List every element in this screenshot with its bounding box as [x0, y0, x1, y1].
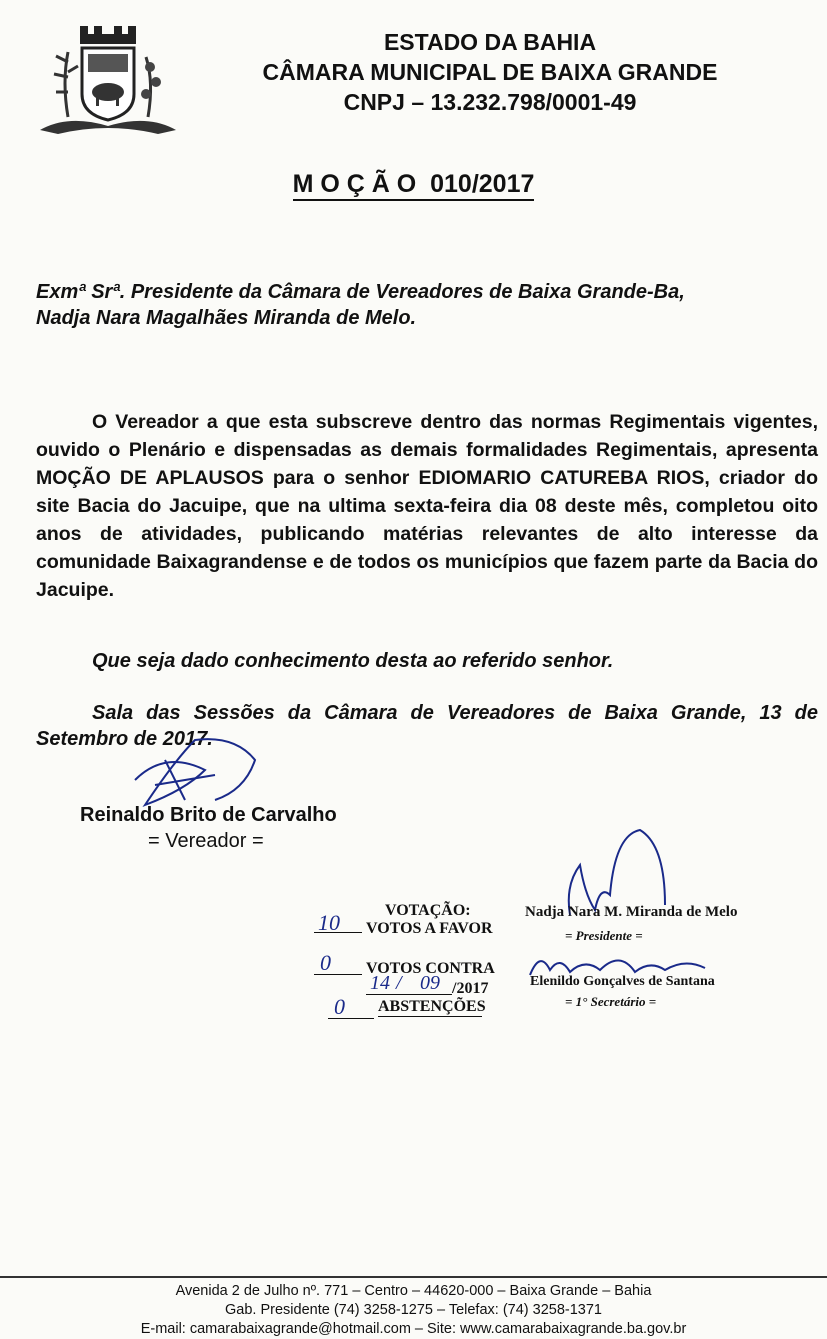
vote-date-day: 14 — [370, 972, 390, 994]
secretary-name: Elenildo Gonçalves de Santana — [530, 974, 715, 989]
footer-contact: E-mail: camarabaixagrande@hotmail.com – Site: www.camarabaixagrande.ba.gov.br — [140, 1321, 687, 1337]
vote-date-year: /2017 — [452, 980, 489, 997]
votes-contra-label: VOTOS CONTRA — [366, 960, 495, 977]
header-cnpj: CNPJ – 13.232.798/0001-49 — [343, 89, 637, 115]
document-title-text: M O Ç Ã O 010/2017 — [293, 170, 535, 201]
signer-name: Reinaldo Brito de Carvalho — [80, 804, 337, 826]
document-title — [0, 170, 827, 199]
votes-title: VOTAÇÃO: — [385, 902, 471, 919]
secretary-role: = 1° Secretário = — [565, 994, 657, 1009]
municipal-crest-icon — [38, 22, 178, 137]
address-line-1: Exmª Srª. Presidente da Câmara de Vereadores de Baixa Grande-Ba, — [36, 281, 685, 303]
header-chamber: CÂMARA MUNICIPAL DE BAIXA GRANDE — [262, 59, 718, 85]
signature-vereador-icon — [125, 730, 265, 815]
footer-phones: Gab. Presidente (74) 3258-1275 – Telefax: (74) 3258-1371 — [225, 1302, 602, 1318]
body-paragraph: O Vereador a que esta subscreve dentro das normas Regimentais vigentes, ouvido o Plenário e dispensadas as demais formalidades Regimentais, apresenta MOÇÃO DE APLAUSOS para o senhor EDIOMARIO CATUREBA RIOS, criador do site Bacia do Jacuipe, que na ultima sexta-feira dia 08 deste mês, completou oito anos de atividades, publicando matérias relevantes de alto interesse da comunidade Baixagrandense e de todos os municípios que fazem parte da Bacia do Jacuipe. — [36, 411, 818, 601]
president-name: Nadja Nara M. Miranda de Melo — [525, 904, 738, 920]
votes-abst-value: 0 — [334, 994, 345, 1019]
footer-divider — [0, 1276, 827, 1278]
votes-abst-label: ABSTENÇÕES — [378, 998, 486, 1015]
header-state: ESTADO DA BAHIA — [383, 29, 597, 55]
closing-session: Sala das Sessões da Câmara de Vereadores de Baixa Grande, 13 de Setembro de 2017. — [36, 702, 818, 750]
votes-favor-label: VOTOS A FAVOR — [366, 920, 493, 937]
signer-role: = Vereador = — [148, 830, 264, 852]
address-line-2: Nadja Nara Magalhães Miranda de Melo. — [36, 307, 417, 329]
vote-date-month: 09 — [420, 972, 440, 994]
footer-address: Avenida 2 de Julho nº. 771 – Centro – 44620-000 – Baixa Grande – Bahia — [175, 1283, 652, 1299]
closing-request: Que seja dado conhecimento desta ao referido senhor. — [92, 650, 614, 672]
president-role: = Presidente = — [565, 928, 643, 943]
votes-favor-value: 10 — [318, 910, 340, 935]
votes-contra-value: 0 — [320, 950, 331, 975]
